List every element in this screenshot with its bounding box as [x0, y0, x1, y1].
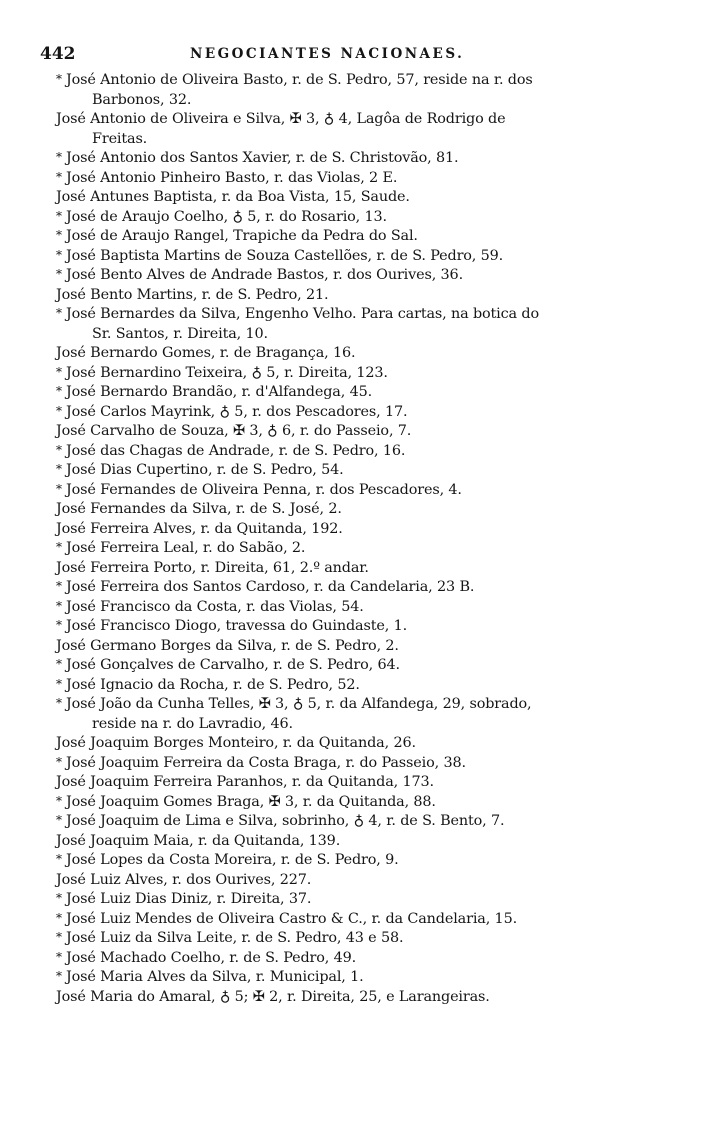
merchant-entry-line: [56, 656, 636, 676]
merchant-entry-line: [56, 676, 636, 696]
merchant-entry-line: [56, 832, 636, 852]
merchant-entry-line: [56, 344, 636, 364]
entry-text: José Carlos Mayrink, ♁ 5, r. dos Pescadores, 17.: [66, 403, 408, 420]
entry-text: José Francisco da Costa, r. das Violas, 54.: [66, 598, 364, 615]
merchant-entry-line: [56, 422, 636, 442]
entry-text: José Luiz Mendes de Oliveira Castro & C., r. da Candelaria, 15.: [66, 910, 517, 927]
merchant-entry-line: [56, 383, 636, 403]
entry-text: José Dias Cupertino, r. de S. Pedro, 54.: [66, 462, 344, 478]
merchant-entry-line: [56, 539, 636, 559]
entry-text: reside na r. do Lavradio, 46.: [92, 715, 293, 732]
merchant-entry-line: [56, 754, 636, 774]
merchant-entry-line: [56, 364, 636, 384]
asterisk-mark-icon: *: [56, 403, 62, 418]
entry-text: José Carvalho de Souza, ✠ 3, ♁ 6, r. do Passeio, 7.: [56, 423, 412, 439]
merchant-entry-line: [56, 949, 636, 969]
entry-text: José Antonio Pinheiro Basto, r. das Violas, 2 E.: [66, 169, 398, 186]
merchant-entry-line: [56, 968, 636, 988]
entry-text: José Francisco Diogo, travessa do Guindaste, 1.: [66, 618, 407, 634]
entry-text: José Fernandes da Silva, r. de S. José, 2.: [56, 501, 342, 517]
merchant-entry-line: [56, 403, 636, 423]
entry-text: Sr. Santos, r. Direita, 10.: [92, 325, 268, 342]
asterisk-mark-icon: *: [56, 306, 62, 320]
asterisk-mark-icon: *: [56, 267, 62, 281]
entry-continuation-line: [56, 325, 636, 345]
asterisk-mark-icon: *: [56, 208, 62, 223]
asterisk-mark-icon: *: [56, 969, 62, 983]
merchant-entry-line: [56, 188, 636, 208]
merchant-entry-line: [56, 695, 636, 715]
asterisk-mark-icon: *: [56, 618, 62, 632]
merchant-entry-line: [56, 442, 636, 462]
asterisk-mark-icon: *: [56, 169, 62, 184]
merchant-entry-line: [56, 929, 636, 949]
asterisk-mark-icon: *: [56, 657, 62, 671]
entry-text: José Bento Martins, r. de S. Pedro, 21.: [56, 286, 329, 303]
asterisk-mark-icon: *: [56, 949, 62, 964]
entry-text: José Fernandes de Oliveira Penna, r. dos Pescadores, 4.: [66, 481, 462, 498]
merchant-entry-line: [56, 851, 636, 871]
asterisk-mark-icon: *: [56, 228, 62, 242]
entry-text: José Ferreira Leal, r. do Sabão, 2.: [66, 540, 306, 556]
entry-text: José Ferreira dos Santos Cardoso, r. da Candelaria, 23 B.: [66, 579, 475, 595]
entry-text: José Germano Borges da Silva, r. de S. Pedro, 2.: [56, 637, 399, 654]
entry-text: José Baptista Martins de Souza Castellões, r. de S. Pedro, 59.: [66, 247, 504, 264]
entry-text: José Maria Alves da Silva, r. Municipal, 1.: [66, 969, 364, 985]
entry-text: José Ignacio da Rocha, r. de S. Pedro, 52.: [66, 676, 360, 693]
entry-text: José Bernardes da Silva, Engenho Velho. Para cartas, na botica do: [66, 306, 539, 322]
merchant-entry-line: [56, 734, 636, 754]
entry-continuation-line: [56, 91, 636, 111]
asterisk-mark-icon: *: [56, 579, 62, 593]
merchant-entry-line: [56, 169, 636, 189]
entry-text: José de Araujo Coelho, ♁ 5, r. do Rosario, 13.: [66, 208, 387, 225]
entry-text: José Bernardo Gomes, r. de Bragança, 16.: [56, 345, 356, 361]
entry-text: José João da Cunha Telles, ✠ 3, ♁ 5, r. da Alfandega, 29, sobrado,: [66, 696, 532, 712]
asterisk-mark-icon: *: [56, 72, 62, 86]
entry-text: José Ferreira Porto, r. Direita, 61, 2.º andar.: [56, 559, 369, 576]
merchant-entry-line: [56, 208, 636, 228]
entry-text: José Bernardino Teixeira, ♁ 5, r. Direita, 123.: [66, 364, 388, 381]
entry-text: José Joaquim de Lima e Silva, sobrinho, ♁ 4, r. de S. Bento, 7.: [66, 813, 505, 829]
entry-text: José Antonio de Oliveira e Silva, ✠ 3, ♁ 4, Lagôa de Rodrigo de: [56, 111, 506, 127]
page-header: [40, 44, 660, 68]
entry-text: José Joaquim Maia, r. da Quitanda, 139.: [56, 832, 341, 849]
merchant-entry-line: [56, 520, 636, 540]
asterisk-mark-icon: *: [56, 598, 62, 613]
entry-text: José Joaquim Gomes Braga, ✠ 3, r. da Quitanda, 88.: [66, 793, 436, 810]
entry-text: Barbonos, 32.: [92, 91, 192, 108]
merchant-entry-line: [56, 773, 636, 793]
entry-text: José de Araujo Rangel, Trapiche da Pedra do Sal.: [66, 228, 418, 244]
entry-text: José Bento Alves de Andrade Bastos, r. dos Ourives, 36.: [66, 267, 463, 283]
merchant-entry-line: [56, 617, 636, 637]
entry-text: José Luiz da Silva Leite, r. de S. Pedro, 43 e 58.: [66, 930, 404, 946]
asterisk-mark-icon: *: [56, 891, 62, 905]
merchant-entry-line: [56, 500, 636, 520]
merchant-entry-line: [56, 559, 636, 579]
asterisk-mark-icon: *: [56, 364, 62, 379]
entry-text: José Ferreira Alves, r. da Quitanda, 192.: [56, 520, 343, 537]
asterisk-mark-icon: *: [56, 247, 62, 262]
asterisk-mark-icon: *: [56, 384, 62, 398]
entry-text: José Antonio dos Santos Xavier, r. de S. Christovão, 81.: [66, 150, 459, 166]
page-number: 442: [40, 44, 76, 64]
merchant-entry-line: [56, 871, 636, 891]
asterisk-mark-icon: *: [56, 442, 62, 457]
merchant-entry-line: [56, 598, 636, 618]
merchant-entry-line: [56, 812, 636, 832]
entry-text: José Luiz Dias Diniz, r. Direita, 37.: [66, 891, 312, 907]
merchant-entry-line: [56, 910, 636, 930]
merchant-entry-line: [56, 71, 636, 91]
asterisk-mark-icon: *: [56, 676, 62, 691]
merchant-entry-line: [56, 305, 636, 325]
merchant-entry-line: [56, 286, 636, 306]
entry-text: José Bernardo Brandão, r. d'Alfandega, 45.: [66, 384, 372, 400]
asterisk-mark-icon: *: [56, 481, 62, 496]
asterisk-mark-icon: *: [56, 910, 62, 925]
merchant-entry-line: [56, 266, 636, 286]
asterisk-mark-icon: *: [56, 852, 62, 866]
entry-text: José Lopes da Costa Moreira, r. de S. Pedro, 9.: [66, 852, 399, 868]
merchant-entry-line: [56, 247, 636, 267]
running-head: NEGOCIANTES NACIONAES.: [190, 46, 465, 62]
merchant-entry-line: [56, 890, 636, 910]
merchant-entry-line: [56, 461, 636, 481]
entry-text: Freitas.: [92, 130, 148, 147]
entry-text: José Maria do Amaral, ♁ 5; ✠ 2, r. Direita, 25, e Larangeiras.: [56, 988, 490, 1005]
entry-text: José Joaquim Ferreira Paranhos, r. da Quitanda, 173.: [56, 774, 434, 790]
merchant-entry-line: [56, 637, 636, 657]
entry-continuation-line: [56, 715, 636, 735]
asterisk-mark-icon: *: [56, 754, 62, 769]
merchant-entry-line: [56, 481, 636, 501]
asterisk-mark-icon: *: [56, 696, 62, 710]
merchant-list: [56, 71, 636, 1007]
asterisk-mark-icon: *: [56, 813, 62, 827]
merchant-entry-line: [56, 988, 636, 1008]
asterisk-mark-icon: *: [56, 793, 62, 808]
asterisk-mark-icon: *: [56, 540, 62, 554]
merchant-entry-line: [56, 793, 636, 813]
entry-text: José das Chagas de Andrade, r. de S. Pedro, 16.: [66, 442, 406, 459]
merchant-entry-line: [56, 578, 636, 598]
entry-text: José Luiz Alves, r. dos Ourives, 227.: [56, 871, 312, 888]
asterisk-mark-icon: *: [56, 462, 62, 476]
entry-text: José Joaquim Borges Monteiro, r. da Quitanda, 26.: [56, 735, 416, 751]
entry-text: José Machado Coelho, r. de S. Pedro, 49.: [66, 949, 357, 966]
entry-text: José Joaquim Ferreira da Costa Braga, r. do Passeio, 38.: [66, 754, 466, 771]
asterisk-mark-icon: *: [56, 150, 62, 164]
merchant-entry-line: [56, 227, 636, 247]
entry-continuation-line: [56, 130, 636, 150]
entry-text: José Antunes Baptista, r. da Boa Vista, 15, Saude.: [56, 189, 410, 205]
entry-text: José Gonçalves de Carvalho, r. de S. Pedro, 64.: [66, 657, 400, 673]
asterisk-mark-icon: *: [56, 930, 62, 944]
entry-text: José Antonio de Oliveira Basto, r. de S. Pedro, 57, reside na r. dos: [66, 72, 533, 88]
merchant-entry-line: [56, 149, 636, 169]
merchant-entry-line: [56, 110, 636, 130]
